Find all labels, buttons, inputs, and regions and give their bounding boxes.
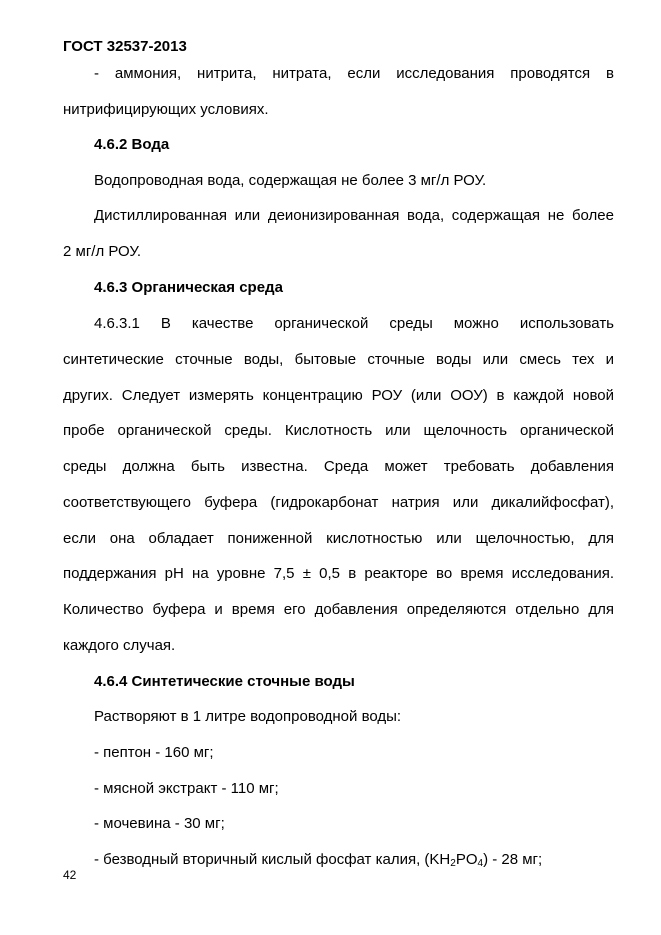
- list-item-text: - безводный вторичный кислый фосфат калия, (KH: [94, 851, 451, 868]
- list-item-text: PO: [455, 851, 478, 868]
- document-header: ГОСТ 32537-2013: [63, 38, 187, 55]
- section-heading-4-6-4: 4.6.4 Синтетические сточные воды: [94, 673, 355, 690]
- text-line: - аммония, нитрита, нитрата, если исследования проводятся в: [94, 65, 614, 82]
- text-line: среды должна быть известна. Среда может требовать добавления: [63, 458, 614, 475]
- text-line: Водопроводная вода, содержащая не более 3 мг/л РОУ.: [94, 172, 487, 189]
- text-line: синтетические сточные воды, бытовые сточные воды или смесь тех и: [63, 351, 614, 368]
- text-line: пробе органической среды. Кислотность или щелочность органической: [63, 422, 614, 439]
- list-item: [94, 851, 614, 873]
- list-item: - мясной экстракт - 110 мг;: [94, 780, 279, 797]
- section-heading-4-6-3: 4.6.3 Органическая среда: [94, 279, 283, 296]
- text-line: если она обладает пониженной кислотностью или щелочностью, для: [63, 530, 614, 547]
- text-line: 4.6.3.1 В качестве органической среды можно использовать: [94, 315, 614, 332]
- text-line: Количество буфера и время его добавления определяются отдельно для: [63, 601, 614, 618]
- subscript: 4: [477, 858, 484, 869]
- text-line: нитрифицирующих условиях.: [63, 101, 269, 118]
- list-item-text: ) - 28 мг;: [483, 851, 543, 868]
- page-number: 42: [63, 868, 77, 882]
- text-line: каждого случая.: [63, 637, 176, 654]
- list-item: - мочевина - 30 мг;: [94, 815, 225, 832]
- section-heading-4-6-2: 4.6.2 Вода: [94, 136, 170, 153]
- subscript: 2: [450, 858, 456, 869]
- list-item: - пептон - 160 мг;: [94, 744, 214, 761]
- text-line: поддержания pH на уровне 7,5 ± 0,5 в реакторе во время исследования.: [63, 565, 614, 582]
- text-line: соответствующего буфера (гидрокарбонат натрия или дикалийфосфат),: [63, 494, 614, 511]
- text-line: Дистиллированная или деионизированная вода, содержащая не более: [94, 207, 614, 224]
- text-line: Растворяют в 1 литре водопроводной воды:: [94, 708, 402, 725]
- text-line: 2 мг/л РОУ.: [63, 243, 142, 260]
- text-line: других. Следует измерять концентрацию РОУ (или ООУ) в каждой новой: [63, 387, 614, 404]
